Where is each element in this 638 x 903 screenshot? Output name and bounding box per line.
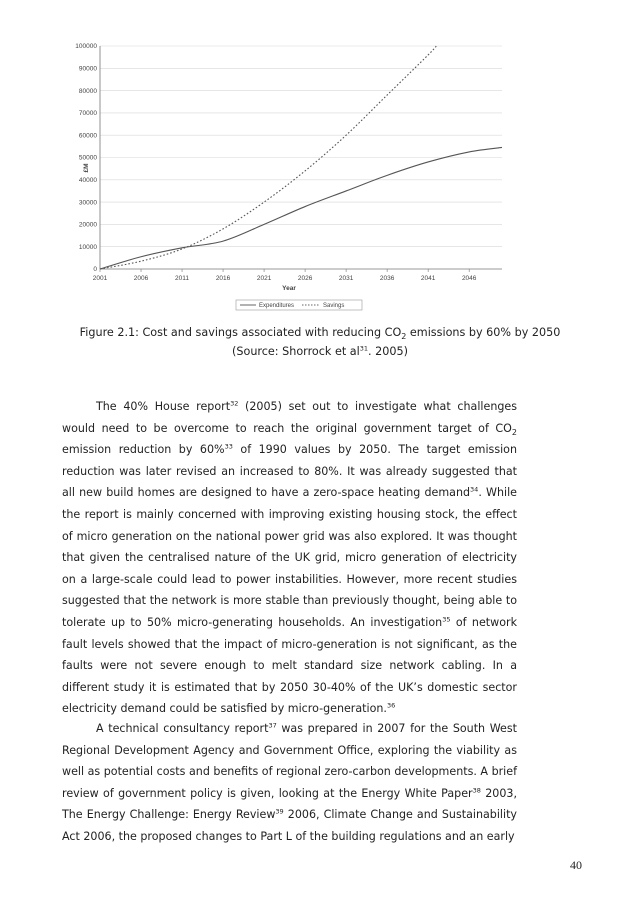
footnote-ref: 33 [224, 442, 233, 451]
x-axis-title: Year [282, 285, 296, 292]
chart-svg [75, 38, 516, 314]
chart [75, 38, 516, 314]
footnote-ref: 36 [386, 701, 396, 710]
footnote-ref: 38 [472, 786, 481, 795]
x-tick-label: 2036 [379, 275, 395, 282]
x-tick-label: 2006 [133, 275, 149, 282]
footnote-ref: 34 [470, 485, 479, 494]
y-tick-label: 100000 [75, 43, 97, 51]
x-tick-labels [93, 269, 477, 282]
y-axis-title: £M [83, 163, 90, 173]
legend-label-expenditures: Expenditures [259, 303, 295, 310]
y-tick-label: 70000 [78, 110, 97, 118]
x-tick-label: 2016 [215, 275, 231, 282]
footnote-ref: 39 [275, 807, 284, 816]
x-tick-label: 2011 [175, 275, 190, 282]
x-tick-label: 2031 [338, 275, 354, 282]
x-tick-label: 2041 [420, 275, 436, 282]
legend-label-savings: Savings [323, 303, 345, 310]
figure-caption: Figure 2.1: Cost and savings associated with reducing $CO_2$ emissions by 60% by 2050 (Source: Shorrock et $al^{31}$. 2005) [79, 326, 561, 358]
y-tick-label: 80000 [78, 87, 97, 95]
x-tick-label: 2021 [256, 275, 272, 282]
y-tick-label: 30000 [78, 199, 97, 207]
y-tick-label: 10000 [78, 243, 97, 251]
y-tick-label: 90000 [78, 65, 97, 73]
x-tick-label: 2046 [461, 275, 477, 282]
page-number: 40 [570, 858, 582, 872]
y-tick-label: 0 [93, 266, 97, 274]
footnote-ref: 35 [442, 615, 451, 624]
legend [236, 300, 362, 310]
x-tick-label: 2026 [297, 275, 313, 282]
y-tick-label: 50000 [78, 154, 97, 162]
x-tick-label: 2001 [92, 275, 108, 282]
paragraph-technical-consultancy: A technical consultancy report$^{37}$ was prepared in 2007 for the South West Regional Development Agency and Government Office, exploring the viability as well as potential costs and benefits of regional zero-carbon developments. A brief review of government policy is given, looking at the Energy White Paper$^{38}$ 2003, The Energy Challenge: Energy Review$^{39}$ 2006, Climate Change and Sustainability Act 2006, the proposed changes to Part L of the building regulations and an early [62, 721, 517, 843]
y-tick-label: 60000 [78, 132, 97, 140]
footnote-ref: 32 [230, 399, 239, 408]
y-tick-label: 40000 [78, 177, 97, 184]
y-tick-label: 20000 [78, 221, 97, 229]
footnote-ref: 37 [268, 721, 277, 730]
y-tick-labels [75, 43, 97, 273]
paragraph-40-house-report: The 40% House report$^{32}$ (2005) set out to investigate what challenges would need to be overcome to reach the original government target of $CO_2$ emission reduction by 60%$^{33}$ of 1990 values by 2050. The target emission reduction was later revised an increased to 80%. It was already suggested that all new build homes are designed to have a zero-space heating demand$^{34}$. While the report is mainly concerned with improving existing housing stock, the effect of micro generation on the national power grid was also explored. It was thought that given the centralised nature of the UK grid, micro generation of electricity on a large-scale could lead to power instabilities. However, more recent studies suggested that the network is more stable than previously thought, being able to tolerate up to 50% micro-generating households. An investigation$^{35}$ of network fault levels showed that the impact of micro-generation is not significant, as the faults were not severe enough to melt standard size network cabling. In a different study it is estimated that by 2050 30-40% of the UK’s domestic sector electricity demand could be satisfied by micro-generation.$^{36}$ [62, 399, 517, 716]
